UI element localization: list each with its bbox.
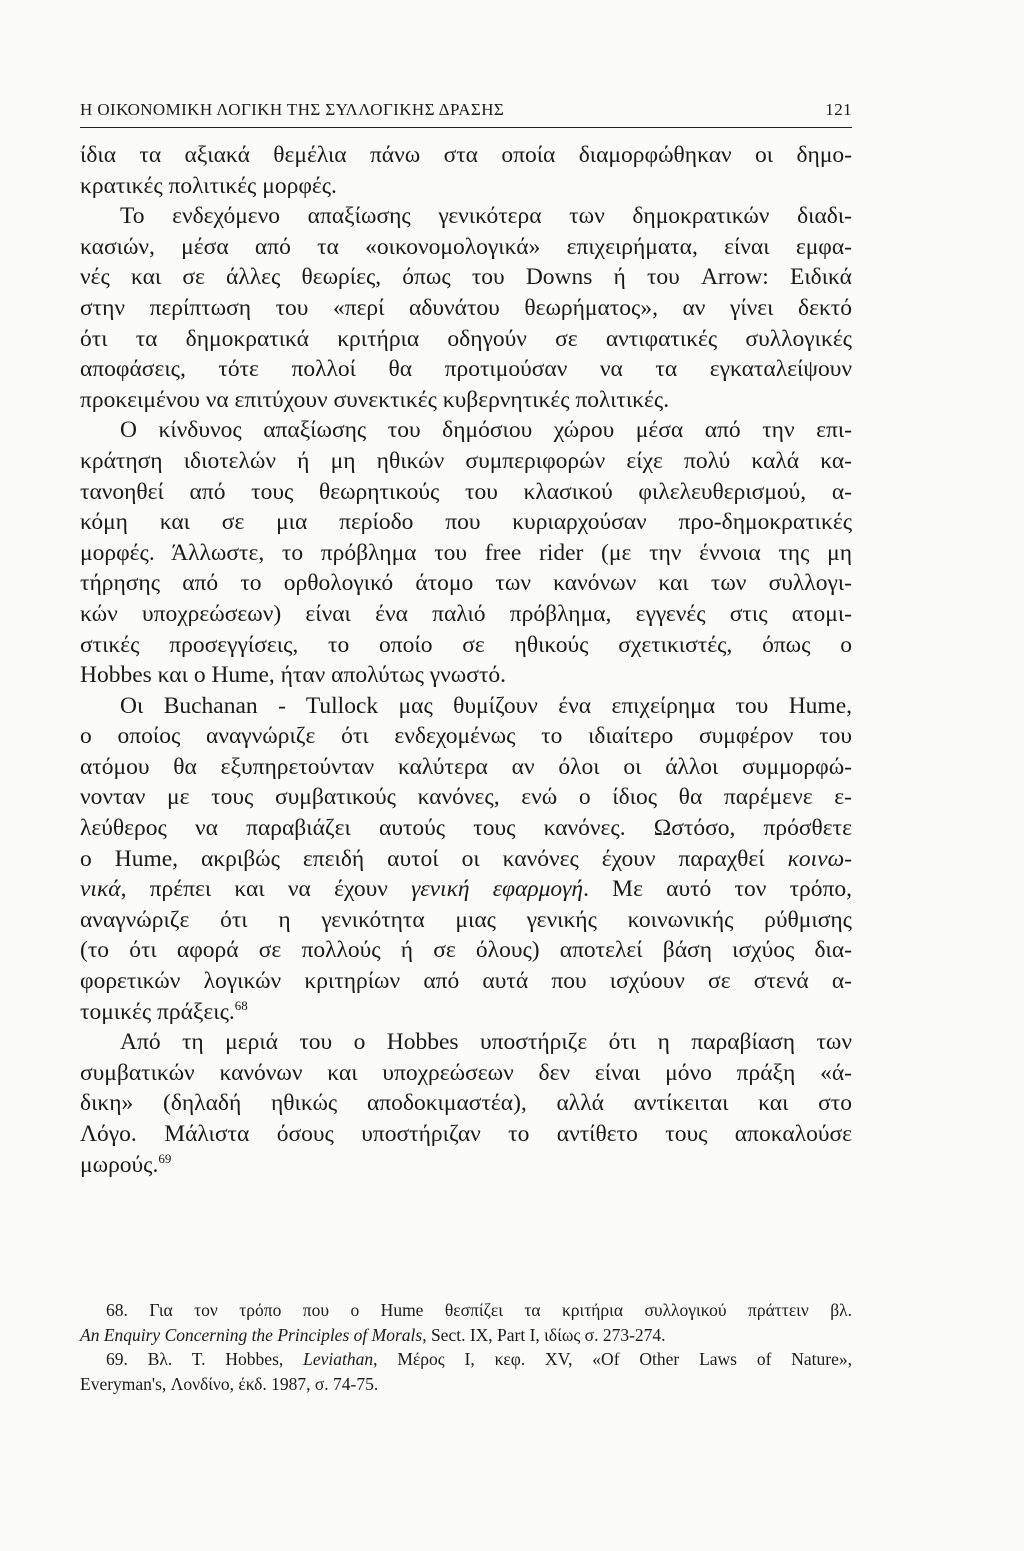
- text-line: κρατικές πολιτικές μορφές.: [80, 172, 337, 199]
- footnotes: [80, 1298, 852, 1396]
- text-line: κράτηση ιδιοτελών ή μη ηθικών συμπεριφορών είχε πολύ καλά κα-: [80, 447, 852, 474]
- text-line: [80, 874, 852, 905]
- text-line: ο οποίος αναγνώριζε ότι ενδεχομένως το ιδιαίτερο συμφέρον του: [80, 723, 852, 750]
- running-header: [80, 100, 852, 128]
- text-line: νές και σε άλλες θεωρίες, όπως του Downs ή του Arrow: Ειδικά: [80, 264, 852, 291]
- text-run: τομικές πράξεις.: [80, 998, 235, 1025]
- text-run: 69. Βλ. Τ. Hobbes,: [106, 1349, 304, 1369]
- text-line: ίδια τα αξιακά θεμέλια πάνω στα οποία διαμορφώθηκαν οι δημο-: [80, 142, 852, 168]
- main-text: [80, 140, 852, 1180]
- text-line: Από τη μεριά του ο Hobbes υποστήριζε ότι η παραβίαση των: [120, 1029, 852, 1056]
- footnote-ref-69[interactable]: 69: [158, 1150, 172, 1166]
- footnote-68-line: 68. Για τον τρόπο που ο Hume θεσπίζει τα κριτήρια συλλογικού πράττειν βλ.: [106, 1300, 852, 1320]
- text-line: προκειμένου να επιτύχουν συνεκτικές κυβερνητικές πολιτικές.: [80, 386, 670, 413]
- italic-run: νικά: [80, 876, 121, 903]
- text-line: Λόγο. Μάλιστα όσους υποστήριζαν το αντίθετο τους αποκαλούσε: [80, 1121, 852, 1147]
- text-run: , Μέρος Ι, κεφ. XV, «Of Other Laws of Nature»,: [373, 1349, 852, 1369]
- text-line: συμβατικών κανόνων και υποχρεώσεων δεν είναι μόνο πράξη «ά-: [80, 1059, 852, 1086]
- text-line: [80, 844, 852, 875]
- text-line: τήρησης από το ορθολογικό άτομο των κανόνων και των συλλογι-: [80, 570, 852, 597]
- footnote-ref-68[interactable]: 68: [234, 997, 248, 1013]
- text-line: αναγνώριζε ότι η γενικότητα μιας γενικής κοινωνικής ρύθμισης: [80, 906, 852, 933]
- text-run: , πρέπει και να έχουν: [120, 876, 412, 903]
- text-line: ατόμου θα εξυπηρετούνταν καλύτερα αν όλοι οι άλλοι συμμορφώ-: [80, 753, 852, 780]
- italic-run: κοινω-: [787, 845, 852, 872]
- footnote-69-title: Leviathan: [303, 1349, 374, 1369]
- text-line: τανοηθεί από τους θεωρητικούς του κλασικού φιλελευθερισμού, α-: [80, 478, 852, 505]
- text-line: Το ενδεχόμενο απαξίωσης γενικότερα των δημοκρατικών διαδι-: [120, 203, 852, 230]
- text-line: Ο κίνδυνος απαξίωσης του δημόσιου χώρου μέσα από την επι-: [120, 417, 852, 444]
- text-line: κόμη και σε μια περίοδο που κυριαρχούσαν προ-δημοκρατικές: [80, 509, 852, 536]
- text-line: δικη» (δηλαδή ηθικώς αποδοκιμαστέα), αλλά αντίκειται και στο: [80, 1090, 852, 1117]
- text-line: αποφάσεις, τότε πολλοί θα προτιμούσαν να τα εγκαταλείψουν: [80, 356, 852, 383]
- text-line: στικές προσεγγίσεις, το οποίο σε ηθικούς σχετικιστές, όπως ο: [80, 631, 852, 658]
- text-line: Οι Buchanan - Tullock μας θυμίζουν ένα επιχείρημα του Hume,: [120, 692, 852, 719]
- text-run: μωρούς.: [80, 1151, 159, 1178]
- text-run: . Με αυτό τον τρόπο,: [583, 876, 852, 903]
- text-line: (το ότι αφορά σε πολλούς ή σε όλους) αποτελεί βάση ισχύος δια-: [80, 937, 852, 964]
- text-line: κασιών, μέσα από τα «οικονομολογικά» επιχειρήματα, είναι εμφα-: [80, 233, 852, 260]
- page-number: 121: [825, 100, 852, 119]
- text-line: [80, 1150, 852, 1181]
- footnote-69-line: [80, 1347, 852, 1372]
- footnote-68-title: An Enquiry Concerning the Principles of Morals: [80, 1324, 423, 1345]
- text-line: κών υποχρεώσεων) είναι ένα παλιό πρόβλημα, εγγενές στις ατομι-: [80, 600, 852, 627]
- text-run: ο Hume, ακριβώς επειδή αυτοί οι κανόνες έχουν παραχθεί: [80, 845, 788, 872]
- italic-run: γενική εφαρμογή: [411, 876, 584, 903]
- footnote-68-line: [80, 1323, 852, 1348]
- text-line: Hobbes και ο Hume, ήταν απολύτως γνωστό.: [80, 662, 507, 689]
- footnote-69-line: Everyman's, Λονδίνο, έκδ. 1987, σ. 74-75.: [80, 1373, 379, 1394]
- text-run: , Sect. IX, Part I, ιδίως σ. 273-274.: [422, 1324, 666, 1345]
- text-line: στην περίπτωση του «περί αδυνάτου θεωρήματος», αν γίνει δεκτό: [80, 294, 852, 321]
- text-line: φορετικών λογικών κριτηρίων από αυτά που ισχύουν σε στενά α-: [80, 968, 852, 995]
- text-line: νονταν με τους συμβατικούς κανόνες, ενώ ο ίδιος θα παρέμενε ε-: [80, 784, 852, 811]
- running-title: Η ΟΙΚΟΝΟΜΙΚΗ ΛΟΓΙΚΗ ΤΗΣ ΣΥΛΛΟΓΙΚΗΣ ΔΡΑΣΗΣ: [80, 100, 505, 119]
- text-line: μορφές. Άλλωστε, το πρόβλημα του free rider (με την έννοια της μη: [80, 539, 852, 566]
- text-line: [80, 997, 852, 1028]
- text-line: ότι τα δημοκρατικά κριτήρια οδηγούν σε αντιφατικές συλλογικές: [80, 325, 852, 352]
- text-line: λεύθερος να παραβιάζει αυτούς τους κανόνες. Ωστόσο, πρόσθετε: [80, 815, 852, 842]
